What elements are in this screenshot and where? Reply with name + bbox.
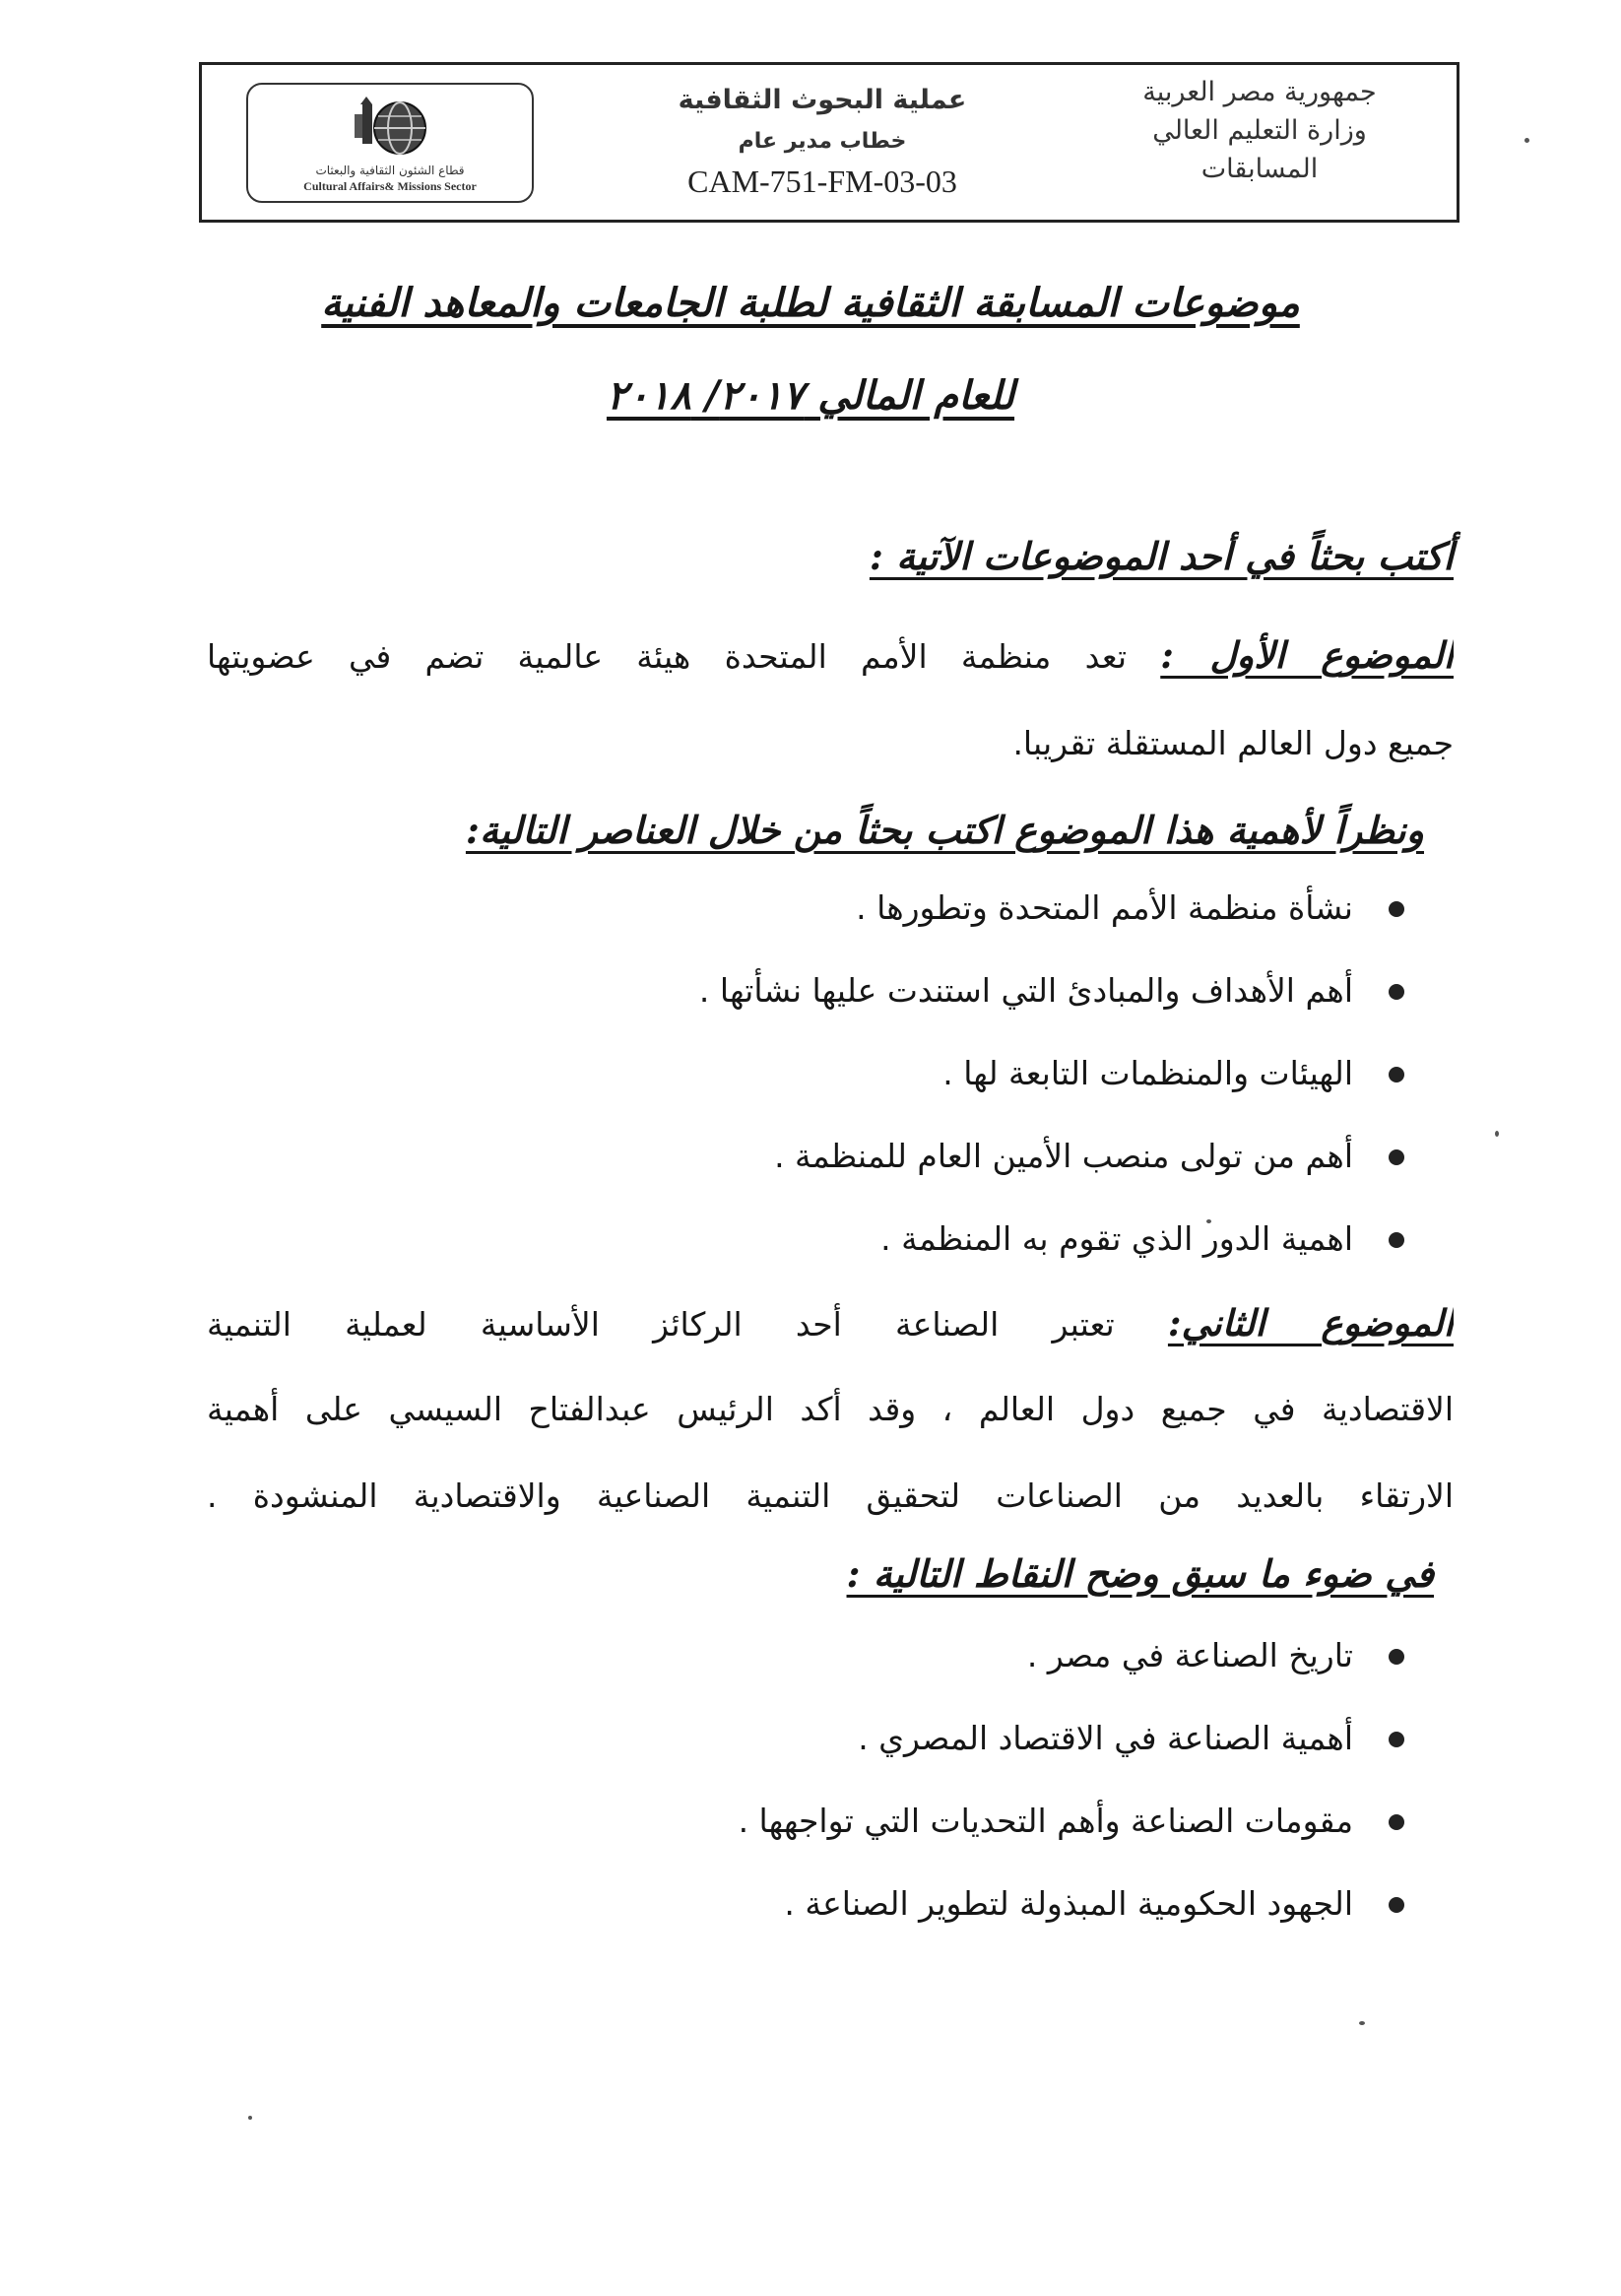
speck [1495,1131,1499,1137]
topic2-paragraph-line2: الاقتصادية في جميع دول العالم ، وقد أكد الرئيس عبدالفتاح السيسي على أهمية [207,1390,1454,1428]
topic1-paragraph-line1 [207,630,1454,680]
document-title [0,276,1621,331]
list-item: تاريخ الصناعة في مصر . [739,1631,1404,1714]
topic2-text-1: تعتبر الصناعة أحد الركائز الأساسية لعملية التنمية [207,1305,1168,1344]
form-code: CAM-751-FM-03-03 [687,164,957,199]
topic2-label: الموضوع الثاني: [1167,1301,1454,1345]
list-item: الهيئات والمنظمات التابعة لها . [699,1049,1404,1132]
speck [1524,138,1529,143]
ministry-name: وزارة التعليم العالي [1152,115,1367,146]
list-item: مقومات الصناعة وأهم التحديات التي تواجهها . [739,1797,1404,1879]
logo-text-english: Cultural Affairs& Missions Sector [303,179,477,193]
letter-type: خطاب مدير عام [738,129,907,154]
country-name: جمهورية مصر العربية [1142,77,1377,107]
header-box [199,62,1459,223]
list-item: الجهود الحكومية المبذولة لتطوير الصناعة . [739,1879,1404,1962]
instruction-heading: أكتب بحثاً في أحد الموضوعات الآتية : [869,534,1454,578]
globe-emblem-icon [315,91,463,169]
logo-text-arabic: قطاع الشئون الثقافية والبعثات [315,164,465,177]
topic1-subheading: ونظراً لأهمية هذا الموضوع اكتب بحثاً من خلال العناصر التالية: [465,808,1424,852]
department-name: المسابقات [1200,154,1319,184]
topic1-text-1: تعد منظمة الأمم المتحدة هيئة عالمية تضم في عضويتها [207,637,1161,676]
topic1-label: الموضوع الأول : [1160,633,1454,677]
list-item: نشأة منظمة الأمم المتحدة وتطورها . [699,884,1404,966]
operation-block [635,79,1009,201]
fiscal-year-title [0,368,1621,424]
sector-logo [246,83,534,203]
list-item: اهمية الدور الذي تقوم به المنظمة . [699,1214,1404,1297]
list-item: أهم من تولى منصب الأمين العام للمنظمة . [699,1132,1404,1214]
topic2-bullet-list [739,1631,1404,1962]
list-item: أهم الأهداف والمبادئ التي استندت عليها نشأتها . [699,966,1404,1049]
topic2-paragraph-line1 [207,1298,1454,1347]
topic2-subheading: في ضوء ما سبق وضح النقاط التالية : [846,1551,1434,1596]
speck [248,2116,252,2120]
ministry-block [1102,73,1417,188]
list-item: أهمية الصناعة في الاقتصاد المصري . [739,1714,1404,1797]
speck [1359,2021,1365,2025]
title-text: موضوعات المسابقة الثقافية لطلبة الجامعات والمعاهد الفنية [321,280,1300,326]
operation-name: عملية البحوث الثقافية [678,85,967,115]
fiscal-year-text: للعام المالي ٢٠١٧/ ٢٠١٨ [606,372,1015,419]
topic2-paragraph-line3: الارتقاء بالعديد من الصناعات لتحقيق التنمية الصناعية والاقتصادية المنشودة . [207,1476,1454,1515]
topic1-bullet-list [699,884,1404,1297]
topic1-paragraph-line2: جميع دول العالم المستقلة تقريبا. [1012,724,1454,762]
